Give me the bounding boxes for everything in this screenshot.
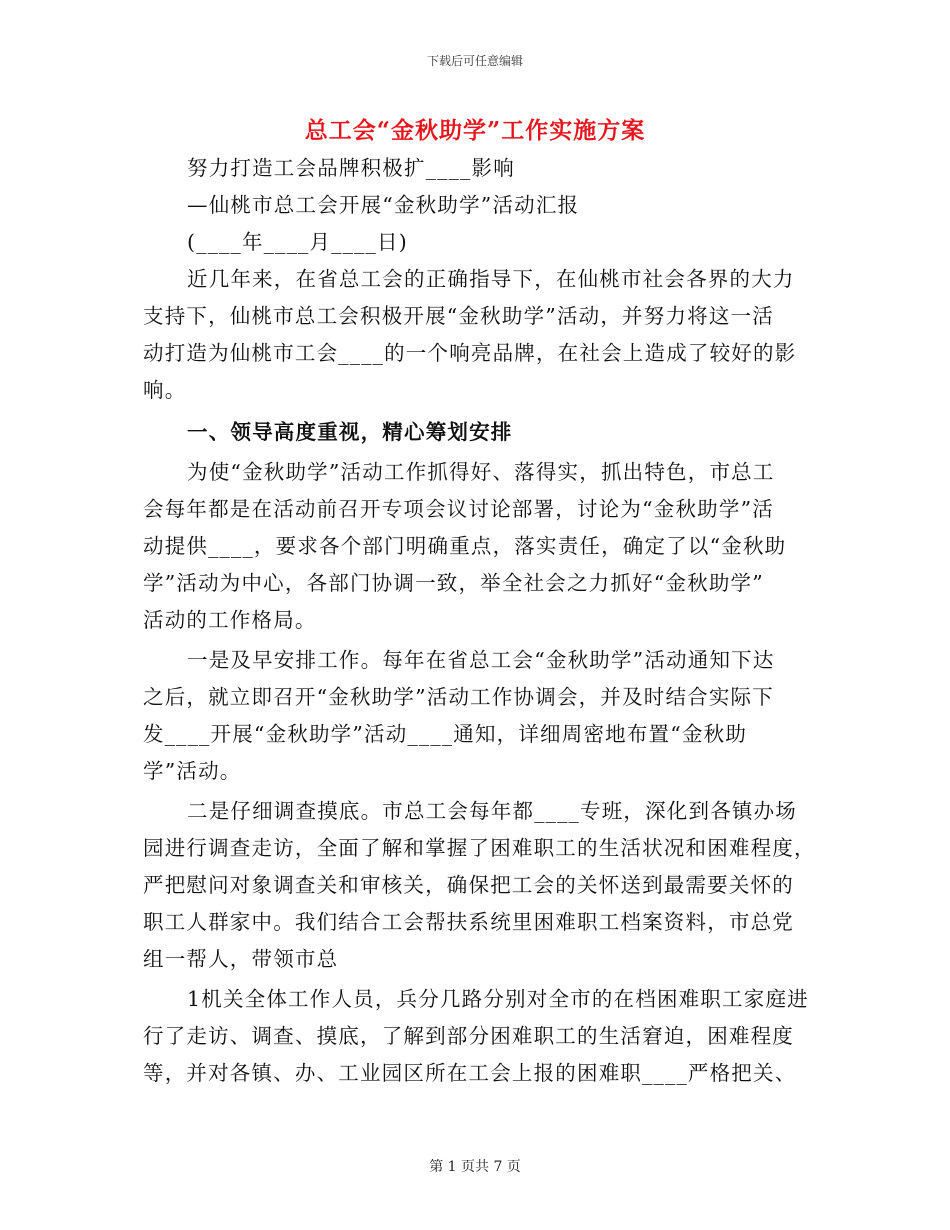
section-heading: 一、领导高度重视，精心筹划安排: [187, 420, 513, 444]
paragraph-line: 活动的工作格局。: [143, 608, 317, 632]
intro-line: 支持下，仙桃市总工会积极开展“金秋助学”活动，并努力将这一活: [143, 304, 774, 328]
paragraph-line: 会每年都是在活动前召开专项会议讨论部署，讨论为“金秋助学”活: [143, 497, 774, 521]
paragraph-line: 之后，就立即召开“金秋助学”活动工作协调会，并及时结合实际下: [143, 685, 774, 709]
paragraph-line: 二是仔细调查摸底。市总工会每年都____专班，深化到各镇办场: [187, 799, 797, 823]
subtitle-line: 努力打造工会品牌积极扩____影响: [187, 156, 515, 180]
paragraph-line: 学”活动为中心，各部门协调一致，举全社会之力抓好“金秋助学”: [143, 571, 764, 595]
document-title: 总工会“金秋助学”工作实施方案: [304, 117, 646, 144]
paragraph-line: 严把慰问对象调查关和审核关，确保把工会的关怀送到最需要关怀的: [143, 873, 794, 897]
header-note: 下载后可任意编辑: [426, 54, 523, 68]
intro-line: 动打造为仙桃市工会____的一个响亮品牌，在社会上造成了较好的影: [143, 341, 797, 365]
paragraph-line: 一是及早安排工作。每年在省总工会“金秋助学”活动通知下达: [187, 648, 775, 672]
paragraph-line: 园进行调查走访，全面了解和掌握了困难职工的生活状况和困难程度，: [143, 836, 816, 860]
paragraph-line: 学”活动。: [143, 759, 242, 783]
subtitle-line: —仙桃市总工会开展“金秋助学”活动汇报: [187, 193, 580, 217]
paragraph-line: 等，并对各镇、办、工业园区所在工会上报的困难职____严格把关、: [143, 1061, 797, 1085]
date-line: (____年____月____日): [187, 230, 408, 254]
paragraph-line: 为使“金秋助学”活动工作抓得好、落得实，抓出特色，市总工: [187, 460, 775, 484]
paragraph-line: 动提供____，要求各个部门明确重点，落实责任，确定了以“金秋助: [143, 534, 787, 558]
paragraph-line: 职工人群家中。我们结合工会帮扶系统里困难职工档案资料，市总党: [143, 910, 794, 934]
paragraph-line: 行了走访、调查、摸底，了解到部分困难职工的生活窘迫，困难程度: [143, 1024, 794, 1048]
paragraph-line: 1机关全体工作人员，兵分几路分别对全市的在档困难职工家庭进: [187, 987, 809, 1011]
paragraph-line: 发____开展“金秋助学”活动____通知，详细周密地布置“金秋助: [143, 722, 748, 746]
paragraph-line: 组一帮人，带领市总: [143, 947, 339, 971]
intro-line: 近几年来，在省总工会的正确指导下，在仙桃市社会各界的大力: [187, 267, 795, 291]
document-body: [143, 150, 816, 1092]
page-footer: 第 1 页共 7 页: [429, 1159, 521, 1175]
intro-line: 响。: [143, 378, 187, 402]
